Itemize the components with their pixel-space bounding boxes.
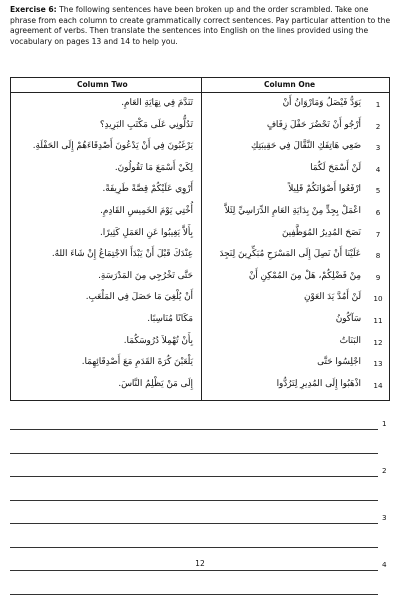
column-one-phrase: اعْمَلْ بِجِدٍّ مِنْ بِدَايَةِ العَامِ الدِّرَاسِيِّ لِئَلاَّ xyxy=(224,206,361,216)
row-number: 1 xyxy=(375,100,381,109)
column-two-phrase: تَدُلُّونِي عَلَى مَكْتَبِ البَرِيدِ؟ xyxy=(99,119,193,130)
column-one-phrase: يَوَدُّ فَيْصَلُ وَمَارْوَانُ أَنْ xyxy=(282,98,361,108)
answer-line[interactable] xyxy=(10,453,378,454)
column-two-phrase: يَلْعَبْنَ كُرَةَ القَدَمِ مَعَ أَصْدِقَائِهِمَا. xyxy=(81,357,193,368)
row-number: 8 xyxy=(375,251,381,261)
column-two-phrase: أَنْ يُلْغِيَ مَا حَصَلَ فِي المَلْعَبِ. xyxy=(85,292,193,303)
column-one-phrase: نَصَحَ المُدِيرُ المُوَظَّفِينَ xyxy=(281,227,361,238)
answer-line-number: 2 xyxy=(382,466,387,475)
numbered-answer-line[interactable] xyxy=(10,476,378,477)
column-two-phrase: أُخْتِي يَوْمَ الخَمِيسِ القَادِمِ. xyxy=(100,206,193,216)
column-one-phrase: اجْلِسُوا حَتَّى xyxy=(317,357,361,368)
row-number: 13 xyxy=(373,359,383,369)
row-number: 9 xyxy=(375,272,381,282)
table-row xyxy=(11,333,389,354)
answer-line[interactable] xyxy=(10,500,378,501)
table-header xyxy=(11,78,389,93)
numbered-answer-line[interactable] xyxy=(10,523,378,524)
row-number: 12 xyxy=(373,337,383,347)
row-number: 11 xyxy=(373,316,383,325)
table-row xyxy=(11,117,389,138)
table-row xyxy=(11,311,389,332)
column-two-phrase: بِأَلاَّ يَغِيبُوا عَنِ العَمَلِ كَثِيرًا. xyxy=(100,227,193,238)
row-number: 5 xyxy=(375,186,381,196)
answer-line-number: 3 xyxy=(382,513,387,522)
column-two-header: Column Two xyxy=(77,80,128,89)
page-number: 12 xyxy=(195,559,205,568)
table-row xyxy=(11,376,389,397)
exercise-text: The following sentences have been broken up and the order scrambled. Take one phrase from each column to create grammatically correct sentences. Pay particular attention to the agreement of verbs. Then translate the sentences into English on the lines provided using the vocabulary on pages 13 and 14 to help you. xyxy=(10,5,391,46)
column-one-phrase: ارْفَعُوا أَصْوَاتَكُمْ قَلِيلاً xyxy=(288,184,361,195)
exercise-label: Exercise 6: xyxy=(10,5,57,14)
numbered-answer-line[interactable] xyxy=(10,570,378,571)
row-number: 10 xyxy=(373,294,383,304)
column-two-phrase: بِأَنْ تُهْمِلاَ دُرُوسَكُمَا. xyxy=(123,335,193,346)
column-one-phrase: سَآكُونُ xyxy=(335,314,361,324)
table-row xyxy=(11,268,389,289)
column-one-phrase: لَنْ أَمُدَّ يَدَ العَوْنِ xyxy=(304,292,361,303)
table-row xyxy=(11,181,389,202)
row-number: 14 xyxy=(373,380,383,390)
table-row xyxy=(11,354,389,375)
column-two-phrase: عِنْدَكَ قَبْلَ أَنْ يَبْدَأَ الاجْتِمَاعُ إِنْ شَاءَ اللهُ. xyxy=(51,249,193,260)
column-two-phrase: تَنَدَّمَ فِي نِهَايَةِ العَامِ. xyxy=(121,98,193,108)
column-two-phrase: مَكَانًا مُنَاسِبًا. xyxy=(147,314,193,324)
row-number: 7 xyxy=(375,229,381,239)
column-two-phrase: حَتَّى تَخْرُجِي مِنَ المَدْرَسَةِ. xyxy=(98,270,193,281)
table-row xyxy=(11,225,389,246)
column-one-phrase: عَلَيْنَا أَنْ نَصِلَ إِلَى المَسْرَحِ مُبَكِّرِينَ لِنَجِدَ xyxy=(219,249,361,260)
table-row xyxy=(11,95,389,116)
column-one-phrase: أَرْجُو أَنْ تَحْضُرَ حَفْلَ زِفَافٍ xyxy=(266,119,361,130)
table-row xyxy=(11,138,389,159)
answer-line-number: 1 xyxy=(382,419,387,428)
column-one-header: Column One xyxy=(264,80,316,89)
answer-line-number: 4 xyxy=(382,560,387,569)
row-number: 4 xyxy=(375,164,381,174)
row-number: 6 xyxy=(375,208,381,217)
column-two-phrase: لِكَيْ أَسْمَعَ مَا تَقُولُونَ. xyxy=(114,162,193,173)
column-two-phrase: يَرْغَبُونَ فِي أَنْ يَدْعُونَ أَصْدِقَاءَهُمْ إِلَى الحَفْلَةِ. xyxy=(32,141,193,152)
answer-line[interactable] xyxy=(10,594,378,595)
column-two-phrase: أَرْوِي عَلَيْكُمْ قِصَّةً طَرِيفَةً. xyxy=(102,184,193,195)
table-row xyxy=(11,160,389,181)
column-one-phrase: ضَعِي هَاتِفَكِ النَّقَّالَ فِي حَقِيبَتِكِ xyxy=(251,141,361,152)
column-one-phrase: لَنْ أَسْمَحَ لَكُمَا xyxy=(310,162,361,173)
row-number: 2 xyxy=(375,121,381,131)
table-row xyxy=(11,289,389,310)
row-number: 3 xyxy=(375,143,381,153)
column-one-phrase: البَنَاتُ xyxy=(339,335,361,346)
table-row xyxy=(11,203,389,224)
column-one-phrase: اذْهَبُوا إِلَى المُدِيرِ لِتَرُدُّوا xyxy=(276,378,361,389)
exercise-instructions xyxy=(10,5,392,47)
column-one-phrase: مِنْ فَضْلِكُمْ، هَلْ مِنَ المُمْكِنِ أَنْ xyxy=(248,270,361,281)
column-two-phrase: إِلَى مَنْ يَظْلِمُ النَّاسَ. xyxy=(118,378,193,389)
numbered-answer-line[interactable] xyxy=(10,429,378,430)
table-row xyxy=(11,246,389,267)
answer-line[interactable] xyxy=(10,547,378,548)
sentence-table xyxy=(10,77,390,401)
